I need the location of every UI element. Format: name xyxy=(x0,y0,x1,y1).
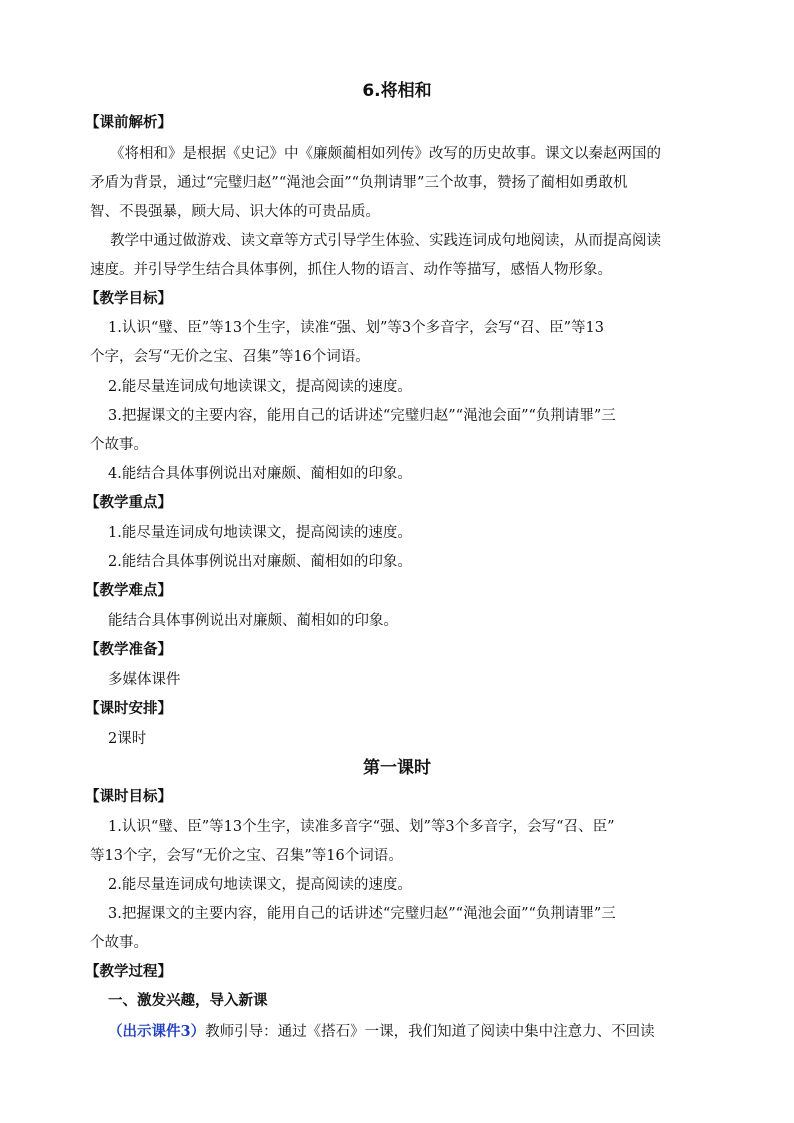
goal-item: 3.把握课文的主要内容，能用自己的话讲述“完璧归赵”“渑池会面”“负荆请罪”三 xyxy=(108,408,616,424)
courseware-cue: （出示课件3） xyxy=(108,1023,206,1040)
paragraph-line: 《将相和》是根据《史记》中《廉颇蔺相如列传》改写的历史故事。课文以秦赵两国的 xyxy=(110,146,661,162)
heading-preparation: 【教学准备】 xyxy=(85,642,172,658)
heading-teaching-process: 【教学过程】 xyxy=(85,964,172,980)
goal-item: 4.能结合具体事例说出对廉颇、蔺相如的印象。 xyxy=(108,466,412,482)
paragraph-line: 速度。并引导学生结合具体事例，抓住人物的语言、动作等描写，感悟人物形象。 xyxy=(90,262,612,278)
goal-item: 1.认识“璧、臣”等13个生字，读准“强、划”等3个多音字，会写“召、臣”等13 xyxy=(108,320,604,336)
heading-preview-analysis: 【课前解析】 xyxy=(85,115,172,131)
process-paragraph-line xyxy=(108,1022,720,1042)
lesson-goal-item: 2.能尽量连词成句地读课文，提高阅读的速度。 xyxy=(108,877,412,893)
key-point-item: 2.能结合具体事例说出对廉颇、蔺相如的印象。 xyxy=(108,554,412,570)
schedule-text: 2课时 xyxy=(108,731,147,747)
lesson-goal-item: 1.认识“璧、臣”等13个生字，读准多音字“强、划”等3个多音字，会写“召、臣” xyxy=(108,819,615,835)
heading-difficulties: 【教学难点】 xyxy=(85,583,172,599)
paragraph-line: 智、不畏强暴，顾大局、识大体的可贵品质。 xyxy=(90,204,380,220)
heading-schedule: 【课时安排】 xyxy=(85,701,172,717)
lesson-title: 6.将相和 xyxy=(362,81,432,101)
difficulty-item: 能结合具体事例说出对廉颇、蔺相如的印象。 xyxy=(108,613,398,629)
paragraph-line: 教学中通过做游戏、读文章等方式引导学生体验、实践连词成句地阅读，从而提高阅读 xyxy=(110,233,661,249)
process-text: 教师引导：通过《搭石》一课，我们知道了阅读中集中注意力、不回读 xyxy=(205,1024,655,1040)
goal-item: 2.能尽量连词成句地读课文，提高阅读的速度。 xyxy=(108,379,412,395)
lesson-goal-item: 3.把握课文的主要内容，能用自己的话讲述“完璧归赵”“渑池会面”“负荆请罪”三 xyxy=(108,906,616,922)
paragraph-line: 矛盾为背景，通过“完璧归赵”“渑池会面”“负荆请罪”三个故事，赞扬了蔺相如勇敢机 xyxy=(90,175,628,191)
lesson-goal-item-cont: 个故事。 xyxy=(90,935,148,951)
heading-lesson-goals: 【课时目标】 xyxy=(85,789,172,805)
heading-teaching-goals: 【教学目标】 xyxy=(85,291,172,307)
goal-item-cont: 个故事。 xyxy=(90,437,148,453)
preparation-text: 多媒体课件 xyxy=(108,672,181,688)
key-point-item: 1.能尽量连词成句地读课文，提高阅读的速度。 xyxy=(108,525,412,541)
heading-key-points: 【教学重点】 xyxy=(85,495,172,511)
lesson-goal-item-cont: 等13个字，会写“无价之宝、召集”等16个词语。 xyxy=(90,848,403,864)
lesson-section-title: 第一课时 xyxy=(363,758,431,778)
step-heading: 一、激发兴趣，导入新课 xyxy=(108,993,268,1009)
goal-item-cont: 个字，会写“无价之宝、召集”等16个词语。 xyxy=(90,349,370,365)
